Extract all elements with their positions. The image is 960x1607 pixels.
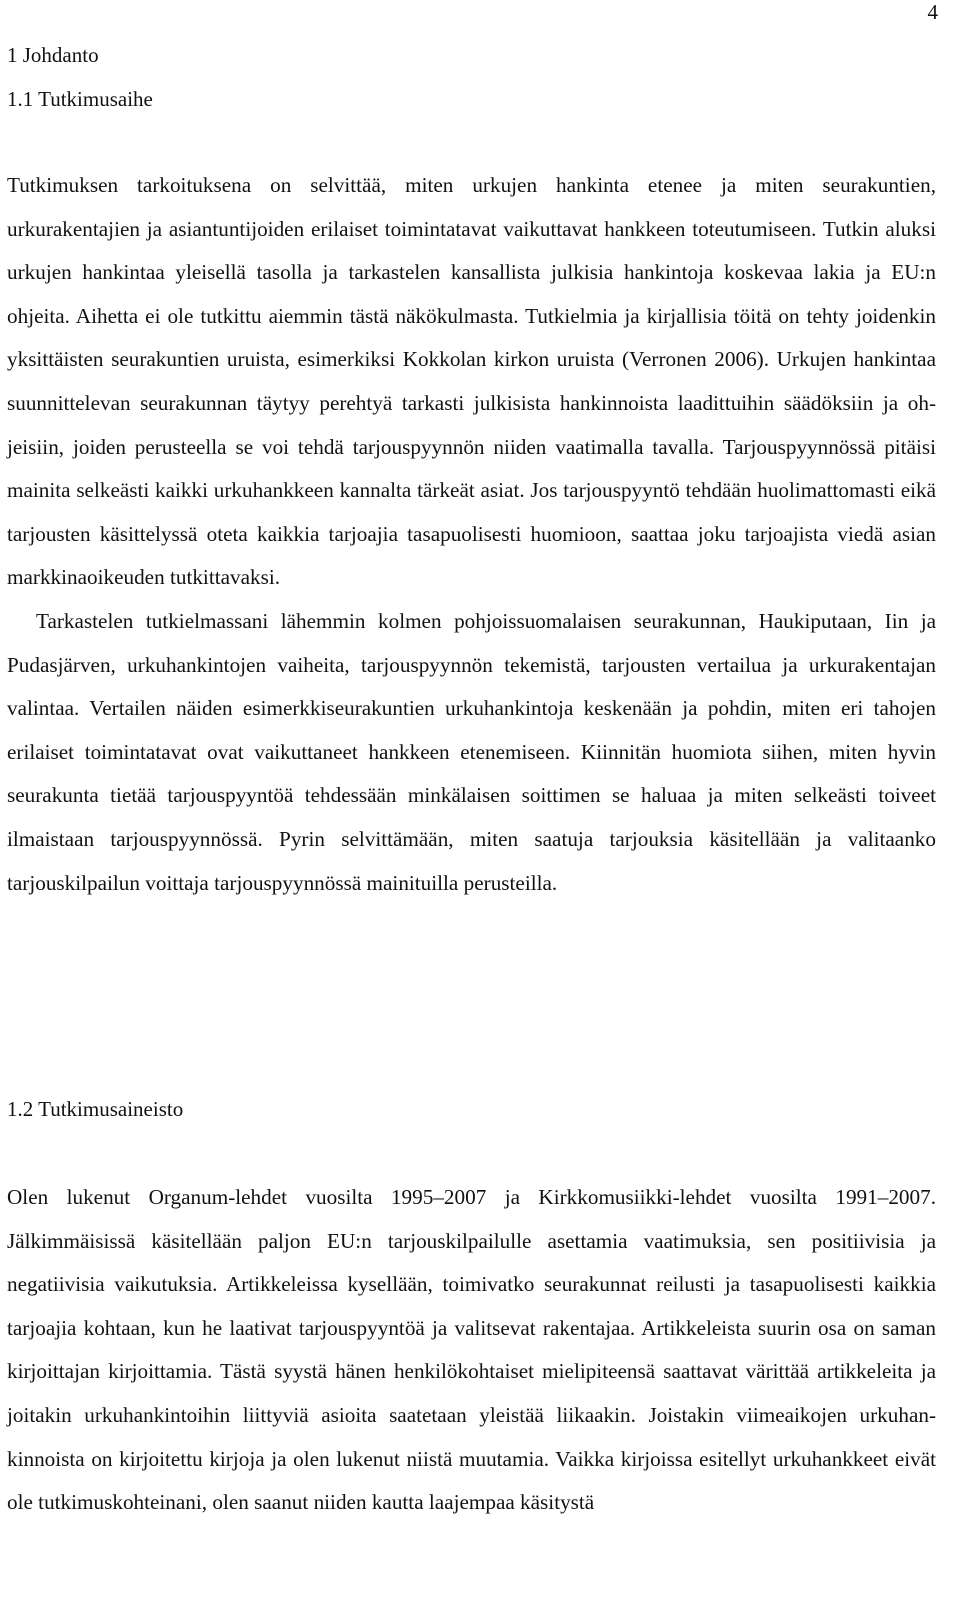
paragraph: Tutkimuksen tarkoituksena on selvittää, miten urkujen hankinta etenee ja miten seurakuntien, urkurakentajien ja asiantuntijoiden erilaiset toimintatavat vaikuttavat hankkeen toteutumiseen. Tutkin aluksi urkujen hankintaa yleisellä tasolla ja tarkastelen kansallista julkisia hankintoja koskevaa lakia ja EU:n ohjeita. Aihetta ei ole tutkittu aiemmin tästä näkökulmasta. Tutkielmia ja kirjallisia töitä on tehty joidenkin yksittäisten seurakuntien uruista, esimerkiksi Kokkolan kirkon uruista (Verronen 2006). Urkujen hankintaa suunnittelevan seurakunnan täytyy perehtyä tarkasti julkisista hankinnoista laadittuihin säädöksiin ja ohjeisiin, joiden perusteella se voi tehdä tarjouspyynnön niiden vaatimalla tavalla. Tarjouspyynnössä pitäisi mainita selkeästi kaikki urkuhankkeen kannalta tärkeät asiat. Jos tarjouspyyntö tehdään huolimattomasti eikä tarjousten käsittelyssä oteta kaikkia tarjoajia tasapuolisesti huomioon, saattaa joku tarjoajista viedä asian markkinaoikeuden tutkittavaksi. — [7, 173, 936, 590]
page-number: 4 — [927, 0, 938, 24]
chapter-heading: 1 Johdanto — [7, 43, 99, 67]
section-1-2-body — [7, 1176, 936, 1525]
section-heading-1-2: 1.2 Tutkimusaineisto — [7, 1097, 184, 1121]
section-heading-1-1: 1.1 Tutkimusaihe — [7, 87, 153, 111]
paragraph: Tarkastelen tutkielmassani lähemmin kolmen pohjoissuomalaisen seurakunnan, Haukiputaan, Iin ja Pudasjärven, urkuhankintojen vaiheita, tarjouspyynnön tekemistä, tarjousten vertailua ja urkurakentajan valintaa. Vertailen näiden esimerkkiseurakuntien urkuhankintoja keskenään ja pohdin, miten eri tahojen erilaiset toimintatavat ovat vaikuttaneet hankkeen etenemiseen. Kiinnitän huomiota siihen, miten hyvin seurakunta tietää tarjouspyyntöä tehdessään minkälaisen soittimen se haluaa ja miten selkeästi toiveet ilmaistaan tarjouspyynnössä. Pyrin selvittämään, miten saatuja tarjouksia käsitellään ja valitaanko tarjouskilpailun voittaja tarjouspyynnössä mainituilla perusteilla. — [7, 608, 936, 895]
section-1-1-body — [7, 164, 936, 905]
paragraph: Olen lukenut Organum-lehdet vuosilta 1995–2007 ja Kirkkomusiikki-lehdet vuosilta 1991–2007. Jälkimmäisissä käsitellään paljon EU:n tarjouskilpailulle asettamia vaatimuksia, sen positiivisia ja negatiivisia vaikutuksia. Artikkeleissa kysellään, toimivatko seurakunnat reilusti ja tasapuolisesti kaikkia tarjoajia kohtaan, kun he laativat tarjouspyyntöä ja valitsevat rakentajaa. Artikkeleista suurin osa on saman kirjoittajan kirjoittamia. Tästä syystä hänen henkilökohtaiset mielipiteensä saattavat värittää artikkeleita ja joitakin urkuhankintoihin liittyviä asioita saatetaan yleistää liikaakin. Joistakin viimeaikojen urkuhankinnoista on kirjoitettu kirjoja ja olen lukenut niistä muutamia. Vaikka kirjoissa esitellyt urkuhankkeet eivät ole tutkimuskohteinani, olen saanut niiden kautta laajempaa käsitystä — [7, 1185, 936, 1515]
